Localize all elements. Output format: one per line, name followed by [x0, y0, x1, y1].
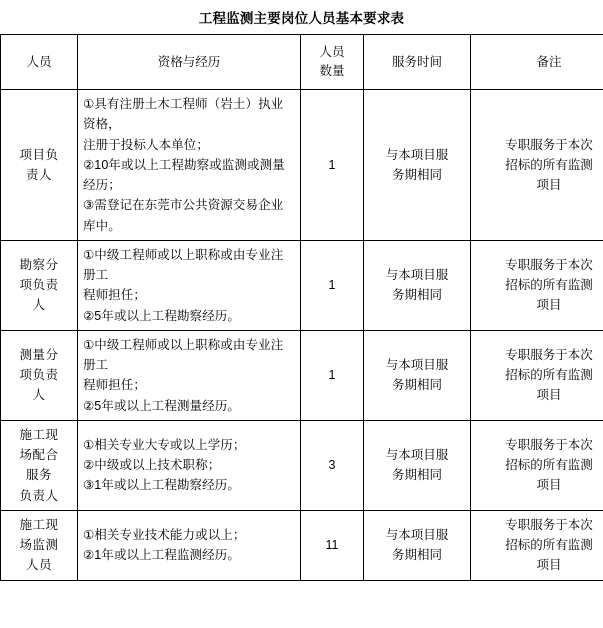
cell-remark	[471, 330, 603, 420]
service-line: 务期相同	[391, 378, 442, 393]
staff-line: 人员	[25, 558, 52, 573]
table-body	[1, 90, 603, 581]
service-line: 与本项目服	[385, 358, 449, 372]
qualification-line: ①相关专业技术能力或以上；	[83, 527, 246, 542]
service-line: 与本项目服	[385, 147, 449, 162]
cell-count: 3	[301, 420, 364, 510]
qualification-line: ②1年或以上工程监测经历。	[83, 548, 240, 563]
table-row	[1, 420, 603, 510]
table-row	[1, 330, 603, 420]
qualification-line: ①中级工程师或以上职称或由专业注册工	[83, 337, 284, 372]
remark-line: 招标的所有监测	[505, 368, 593, 383]
staff-line: 负责人	[19, 488, 59, 503]
staff-requirements-table	[0, 34, 603, 581]
column-header-count-line1: 人员	[319, 45, 345, 60]
column-header-count	[301, 35, 364, 90]
table-header-row	[1, 35, 603, 90]
qualification-line: ①相关专业大专或以上学历；	[83, 437, 246, 452]
cell-remark	[471, 90, 603, 241]
remark-line: 招标的所有监测	[505, 157, 593, 172]
cell-qualification	[78, 240, 301, 330]
remark-line: 专职服务于本次	[505, 437, 593, 452]
service-line: 与本项目服	[385, 448, 449, 462]
cell-count: 1	[301, 240, 364, 330]
cell-service-time	[364, 420, 471, 510]
cell-service-time	[364, 330, 471, 420]
staff-line: 施工现	[19, 427, 59, 442]
remark-line: 专职服务于本次	[505, 347, 593, 362]
qualification-line: ③1年或以上工程勘察经历。	[83, 478, 240, 493]
cell-staff	[1, 330, 78, 420]
staff-line: 项负责	[19, 368, 59, 383]
cell-qualification	[78, 420, 301, 510]
qualification-line: ②5年或以上工程勘察经历。	[83, 308, 240, 323]
remark-line: 项目	[536, 298, 562, 313]
staff-line: 人	[32, 298, 46, 313]
service-line: 务期相同	[391, 548, 442, 563]
qualification-line: ②10年或以上工程勘察或监测或测量经历；	[83, 157, 285, 192]
remark-line: 项目	[536, 178, 562, 192]
cell-staff	[1, 420, 78, 510]
remark-line: 专职服务于本次	[505, 517, 593, 532]
cell-count: 11	[301, 510, 364, 580]
remark-line: 专职服务于本次	[505, 257, 593, 272]
cell-service-time	[364, 510, 471, 580]
cell-service-time	[364, 240, 471, 330]
column-header-count-line2: 数量	[319, 64, 345, 78]
staff-line: 测量分	[19, 347, 59, 362]
remark-line: 招标的所有监测	[505, 538, 593, 552]
cell-staff	[1, 510, 78, 580]
remark-line: 招标的所有监测	[505, 458, 593, 473]
service-line: 务期相同	[391, 167, 442, 182]
cell-count: 1	[301, 330, 364, 420]
page-title: 工程监测主要岗位人员基本要求表	[198, 11, 405, 26]
remark-line: 专职服务于本次	[505, 137, 593, 152]
staff-line: 场监测	[19, 538, 59, 552]
qualification-line: 程师担任；	[83, 378, 147, 393]
cell-staff	[1, 240, 78, 330]
table-row	[1, 90, 603, 241]
column-header-service-time: 服务时间	[364, 35, 471, 90]
staff-line: 项目负	[19, 147, 59, 162]
qualification-line: 注册于投标人本单位；	[83, 137, 210, 152]
cell-remark	[471, 510, 603, 580]
service-line: 与本项目服	[385, 527, 449, 542]
remark-line: 项目	[536, 478, 562, 493]
cell-qualification	[78, 330, 301, 420]
column-header-qualification: 资格与经历	[78, 35, 301, 90]
qualification-line: 程师担任；	[83, 288, 147, 303]
staff-line: 服务	[25, 468, 52, 483]
qualification-line: ③需登记在东莞市公共资源交易企业库中。	[83, 198, 284, 233]
service-line: 与本项目服	[385, 268, 449, 282]
remark-line: 项目	[536, 388, 562, 403]
staff-line: 责人	[25, 167, 52, 182]
table-row	[1, 510, 603, 580]
staff-line: 施工现	[19, 517, 59, 532]
cell-remark	[471, 420, 603, 510]
table-header	[1, 35, 603, 90]
remark-line: 招标的所有监测	[505, 278, 593, 293]
cell-service-time	[364, 90, 471, 241]
column-header-remark: 备注	[471, 35, 603, 90]
staff-line: 项负责	[19, 278, 59, 293]
remark-line: 项目	[536, 558, 562, 573]
cell-qualification	[78, 510, 301, 580]
service-line: 务期相同	[391, 288, 442, 303]
cell-qualification	[78, 90, 301, 241]
staff-line: 场配合	[19, 448, 59, 462]
table-row	[1, 240, 603, 330]
qualification-line: ②5年或以上工程测量经历。	[83, 398, 240, 413]
staff-line: 人	[32, 388, 46, 403]
cell-remark	[471, 240, 603, 330]
column-header-staff: 人员	[1, 35, 78, 90]
service-line: 务期相同	[391, 468, 442, 483]
cell-count: 1	[301, 90, 364, 241]
cell-staff	[1, 90, 78, 241]
qualification-line: ②中级或以上技术职称；	[83, 458, 221, 473]
qualification-line: ①具有注册土木工程师（岩土）执业资格，	[83, 97, 284, 132]
staff-line: 勘察分	[19, 257, 59, 272]
qualification-line: ①中级工程师或以上职称或由专业注册工	[83, 247, 284, 282]
